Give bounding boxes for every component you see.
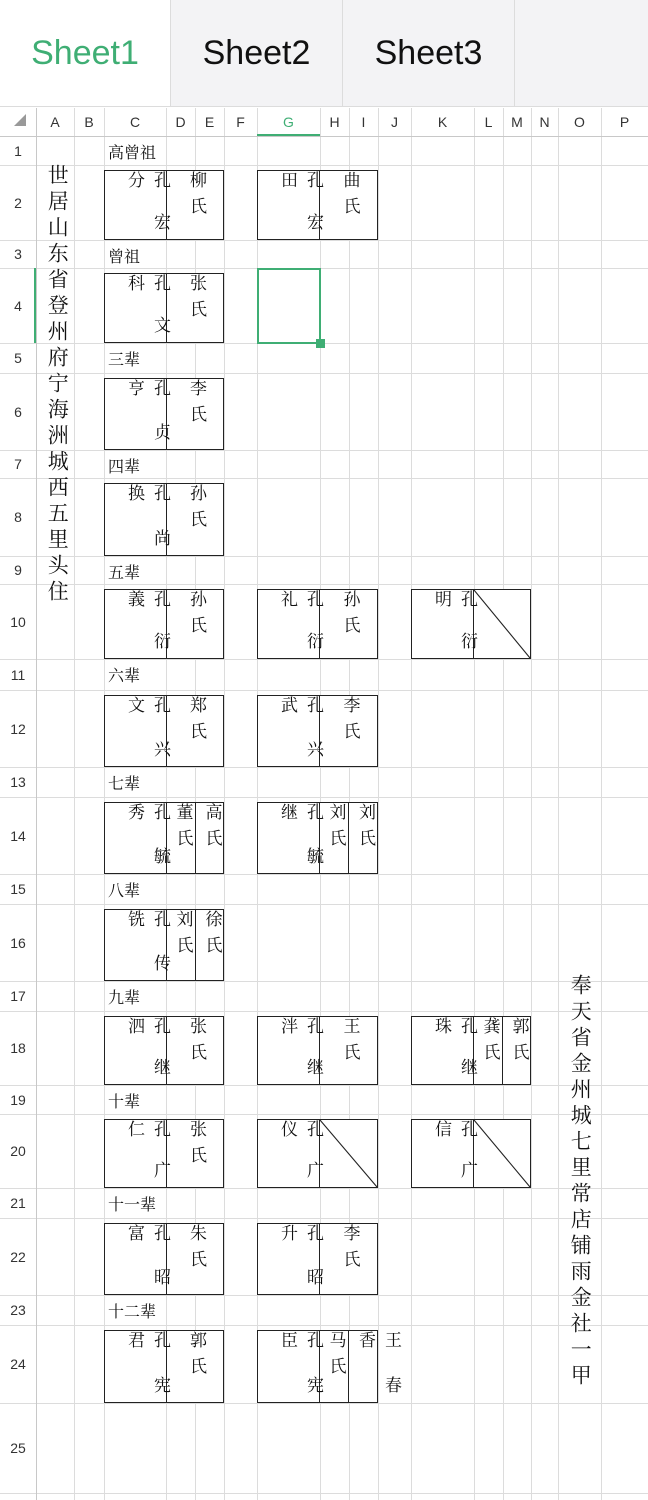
spouse-name bbox=[199, 803, 223, 873]
row-header-1[interactable]: 1 bbox=[14, 142, 22, 159]
column-header-N[interactable]: N bbox=[539, 114, 550, 130]
person-box bbox=[257, 589, 378, 659]
person-box bbox=[257, 802, 378, 874]
column-header-F[interactable]: F bbox=[236, 114, 245, 130]
column-header-P[interactable]: P bbox=[619, 114, 630, 130]
person-box bbox=[104, 1330, 224, 1403]
spouse-name bbox=[170, 803, 194, 873]
empty-spouse-slash bbox=[474, 590, 532, 660]
spouse-name-text: 高氏 bbox=[201, 803, 222, 855]
spouse-name-text: 郭氏 bbox=[508, 1017, 529, 1069]
generation-label: 十一辈 bbox=[108, 1195, 157, 1214]
empty-spouse-slash bbox=[320, 1120, 379, 1189]
person-name bbox=[121, 803, 170, 873]
spouse-name bbox=[335, 1224, 365, 1294]
person-name-text: 孔宏田 bbox=[277, 171, 323, 239]
row-header-11[interactable]: 11 bbox=[10, 666, 26, 683]
spouse-name-text: 郑氏 bbox=[186, 696, 206, 748]
person-box bbox=[257, 1223, 378, 1295]
row-header-12[interactable]: 12 bbox=[10, 720, 26, 737]
spouse-name bbox=[352, 1331, 401, 1402]
person-box bbox=[104, 1223, 224, 1295]
spouse-name-text: 马氏 bbox=[325, 1331, 346, 1383]
spouse-name bbox=[181, 1224, 211, 1294]
row-header-10[interactable]: 10 bbox=[10, 613, 26, 630]
spouse-name bbox=[181, 484, 211, 555]
person-name bbox=[274, 1017, 323, 1084]
spouse-name bbox=[181, 1017, 211, 1084]
person-box bbox=[104, 909, 224, 981]
column-header-O[interactable]: O bbox=[574, 114, 585, 130]
row-header-5[interactable]: 5 bbox=[14, 350, 22, 366]
spouse-name-text: 张氏 bbox=[186, 1120, 206, 1172]
spouse-name-text: 曲氏 bbox=[339, 171, 360, 223]
person-name bbox=[121, 171, 170, 239]
person-name-text: 孔传铣 bbox=[124, 910, 170, 980]
right-vertical-banner-text: 奉天省金州城七里常店铺雨金社一甲 bbox=[568, 974, 593, 1390]
spouse-name bbox=[506, 1017, 530, 1084]
person-box bbox=[104, 589, 224, 659]
spouse-name-text: 孙氏 bbox=[339, 590, 360, 642]
generation-label: 十二辈 bbox=[108, 1302, 157, 1321]
person-name bbox=[274, 590, 323, 658]
spouse-name bbox=[323, 1331, 347, 1402]
selected-cell[interactable] bbox=[257, 268, 321, 344]
person-name-text: 孔广信 bbox=[431, 1120, 477, 1187]
person-box bbox=[104, 170, 224, 240]
person-box bbox=[257, 695, 378, 767]
selected-column-indicator bbox=[257, 134, 320, 136]
column-header-G[interactable]: G bbox=[283, 114, 294, 130]
column-header-B[interactable]: B bbox=[84, 114, 94, 130]
spouse-name bbox=[352, 803, 376, 873]
spouse-name-text: 刘氏 bbox=[355, 803, 375, 855]
column-header-M[interactable]: M bbox=[511, 114, 523, 130]
person-name bbox=[121, 274, 170, 342]
person-box bbox=[257, 170, 378, 240]
person-name-text: 孔继泮 bbox=[277, 1017, 323, 1084]
person-name bbox=[121, 1120, 170, 1187]
sheet-tab-3[interactable]: Sheet3 bbox=[343, 0, 515, 106]
sheet-tab-1[interactable]: Sheet1 bbox=[0, 0, 171, 106]
person-name bbox=[274, 1224, 323, 1294]
row-header-9[interactable]: 9 bbox=[14, 562, 22, 578]
empty-spouse-slash bbox=[474, 1120, 532, 1189]
spouse-name-text: 孙氏 bbox=[186, 590, 206, 642]
person-box bbox=[411, 589, 531, 659]
spouse-name bbox=[335, 1017, 365, 1084]
person-box bbox=[104, 378, 224, 450]
person-name bbox=[274, 1331, 323, 1402]
spouse-name bbox=[181, 1331, 211, 1402]
spouse-name-text: 柳氏 bbox=[186, 171, 206, 223]
person-box bbox=[411, 1016, 531, 1085]
spouse-name-text: 董氏 bbox=[172, 803, 193, 855]
spouse-name bbox=[199, 910, 223, 980]
row-header-18[interactable]: 18 bbox=[10, 1040, 26, 1056]
column-header-J[interactable]: J bbox=[391, 114, 398, 130]
spouse-name bbox=[477, 1017, 501, 1084]
generation-label: 七辈 bbox=[108, 774, 141, 793]
person-name bbox=[121, 484, 170, 555]
person-name bbox=[274, 1120, 323, 1187]
column-header-H[interactable]: H bbox=[329, 114, 340, 130]
row-header-7[interactable]: 7 bbox=[14, 456, 22, 472]
person-name-text: 孔宏分 bbox=[124, 171, 170, 239]
person-name-text: 孔昭升 bbox=[277, 1224, 323, 1294]
person-name-text: 孔广仁 bbox=[124, 1120, 170, 1187]
row-header-15[interactable]: 15 bbox=[10, 881, 26, 897]
spouse-name-text: 李氏 bbox=[339, 1224, 360, 1276]
person-name bbox=[428, 1120, 477, 1187]
spouse-name bbox=[181, 171, 211, 239]
column-header-D[interactable]: D bbox=[175, 114, 186, 130]
person-name-text: 孔宪臣 bbox=[277, 1331, 323, 1402]
person-name-text: 孔昭富 bbox=[124, 1224, 170, 1294]
column-header-I[interactable]: I bbox=[361, 114, 366, 130]
row-header-19[interactable]: 19 bbox=[10, 1091, 26, 1108]
row-header-14[interactable]: 14 bbox=[10, 827, 26, 844]
person-name bbox=[121, 1224, 170, 1294]
person-name-text: 孔兴武 bbox=[277, 696, 323, 766]
person-name bbox=[121, 590, 170, 658]
spouse-name bbox=[170, 910, 194, 980]
person-name-text: 孔衍明 bbox=[431, 590, 477, 658]
spouse-name-text: 郭氏 bbox=[186, 1331, 206, 1383]
spouse-name bbox=[335, 171, 365, 239]
person-box bbox=[104, 1119, 224, 1188]
spouse-name bbox=[181, 1120, 211, 1187]
row-header-4[interactable]: 4 bbox=[14, 297, 22, 314]
row-header-6[interactable]: 6 bbox=[14, 403, 22, 420]
person-box bbox=[104, 483, 224, 556]
person-name-text: 孔继珠 bbox=[431, 1017, 477, 1084]
row-header-24[interactable]: 24 bbox=[10, 1356, 26, 1372]
person-box bbox=[104, 695, 224, 767]
person-name-text: 孔宪君 bbox=[124, 1331, 170, 1402]
row-header-22[interactable]: 22 bbox=[10, 1248, 26, 1265]
generation-label: 曾祖 bbox=[108, 247, 141, 266]
person-box bbox=[257, 1119, 378, 1188]
spouse-name-text: 张氏 bbox=[186, 274, 206, 326]
person-name bbox=[428, 590, 477, 658]
spouse-name-text: 刘氏 bbox=[325, 803, 346, 855]
spouse-name-text: 李氏 bbox=[186, 379, 206, 431]
person-name bbox=[121, 696, 170, 766]
row-header-13[interactable]: 13 bbox=[10, 774, 26, 790]
spouse-name bbox=[335, 590, 365, 658]
person-box bbox=[104, 1016, 224, 1085]
spouse-name bbox=[323, 803, 347, 873]
row-header-20[interactable]: 20 bbox=[10, 1143, 26, 1159]
column-header-L[interactable]: L bbox=[484, 114, 493, 130]
row-header-23[interactable]: 23 bbox=[10, 1302, 26, 1318]
row-header-3[interactable]: 3 bbox=[14, 246, 22, 262]
sheet-tab-2[interactable]: Sheet2 bbox=[171, 0, 343, 106]
generation-label: 高曾祖 bbox=[108, 143, 157, 162]
column-header-A[interactable]: A bbox=[50, 114, 60, 130]
row-header-2[interactable]: 2 bbox=[14, 194, 22, 211]
spouse-name-text: 李氏 bbox=[339, 696, 360, 748]
left-vertical-banner bbox=[42, 164, 72, 613]
person-name-text: 孔广仪 bbox=[277, 1120, 323, 1187]
column-header-C[interactable]: C bbox=[129, 114, 141, 130]
generation-label: 八辈 bbox=[108, 881, 141, 900]
row-header-21[interactable]: 21 bbox=[10, 1195, 26, 1211]
person-box bbox=[411, 1119, 531, 1188]
person-name-text: 孔尚换 bbox=[124, 484, 170, 555]
person-name bbox=[121, 1331, 170, 1402]
person-name-text: 孔继泗 bbox=[124, 1017, 170, 1084]
sheet-tab-bar bbox=[0, 0, 648, 107]
generation-label: 六辈 bbox=[108, 666, 141, 685]
spouse-name-text: 龚氏 bbox=[479, 1017, 500, 1069]
person-name bbox=[274, 803, 323, 873]
person-name-text: 孔兴文 bbox=[124, 696, 170, 766]
person-name bbox=[121, 1017, 170, 1084]
spouse-name bbox=[335, 696, 365, 766]
row-header-25[interactable]: 25 bbox=[10, 1440, 26, 1456]
generation-label: 三辈 bbox=[108, 350, 141, 369]
person-name-text: 孔贞亨 bbox=[124, 379, 170, 449]
left-vertical-banner-text: 世居山东省登州府宁海洲城西五里头住 bbox=[45, 164, 70, 606]
spouse-name bbox=[181, 274, 211, 342]
person-name-text: 孔文科 bbox=[124, 274, 170, 342]
spouse-name-text: 朱氏 bbox=[186, 1224, 206, 1276]
person-box bbox=[257, 1016, 378, 1085]
person-name-text: 孔衍義 bbox=[124, 590, 170, 658]
spouse-name-text: 孙氏 bbox=[186, 484, 206, 536]
spouse-name-text: 张氏 bbox=[186, 1017, 206, 1069]
person-name bbox=[274, 171, 323, 239]
person-name-text: 孔毓秀 bbox=[124, 803, 170, 873]
spouse-name bbox=[181, 696, 211, 766]
select-all-corner[interactable] bbox=[14, 114, 26, 126]
row-header-8[interactable]: 8 bbox=[14, 509, 22, 525]
generation-label: 五辈 bbox=[108, 563, 141, 582]
spouse-name-text: 王氏 bbox=[339, 1017, 360, 1069]
person-name-text: 孔毓继 bbox=[277, 803, 323, 873]
spreadsheet-grid[interactable] bbox=[0, 108, 648, 1500]
right-vertical-banner bbox=[565, 974, 595, 1397]
person-name bbox=[121, 910, 170, 980]
spouse-name bbox=[181, 379, 211, 449]
generation-label: 九辈 bbox=[108, 988, 141, 1007]
row-header-17[interactable]: 17 bbox=[10, 988, 26, 1004]
spouse-name-text: 徐氏 bbox=[201, 910, 222, 962]
generation-label: 十辈 bbox=[108, 1092, 141, 1111]
person-box bbox=[104, 802, 224, 874]
person-name bbox=[428, 1017, 477, 1084]
person-name-text: 孔衍礼 bbox=[277, 590, 323, 658]
person-name bbox=[121, 379, 170, 449]
fill-handle[interactable] bbox=[316, 339, 325, 348]
spouse-name bbox=[181, 590, 211, 658]
column-header-K[interactable]: K bbox=[437, 114, 448, 130]
person-name bbox=[274, 696, 323, 766]
spouse-name-text: 刘氏 bbox=[172, 910, 193, 962]
column-header-E[interactable]: E bbox=[204, 114, 215, 130]
person-box bbox=[257, 1330, 401, 1403]
selected-row-indicator bbox=[34, 268, 36, 343]
person-box bbox=[104, 273, 224, 343]
spouse-name-text: 王春香 bbox=[355, 1331, 401, 1402]
row-header-16[interactable]: 16 bbox=[10, 934, 26, 951]
generation-label: 四辈 bbox=[108, 457, 141, 476]
